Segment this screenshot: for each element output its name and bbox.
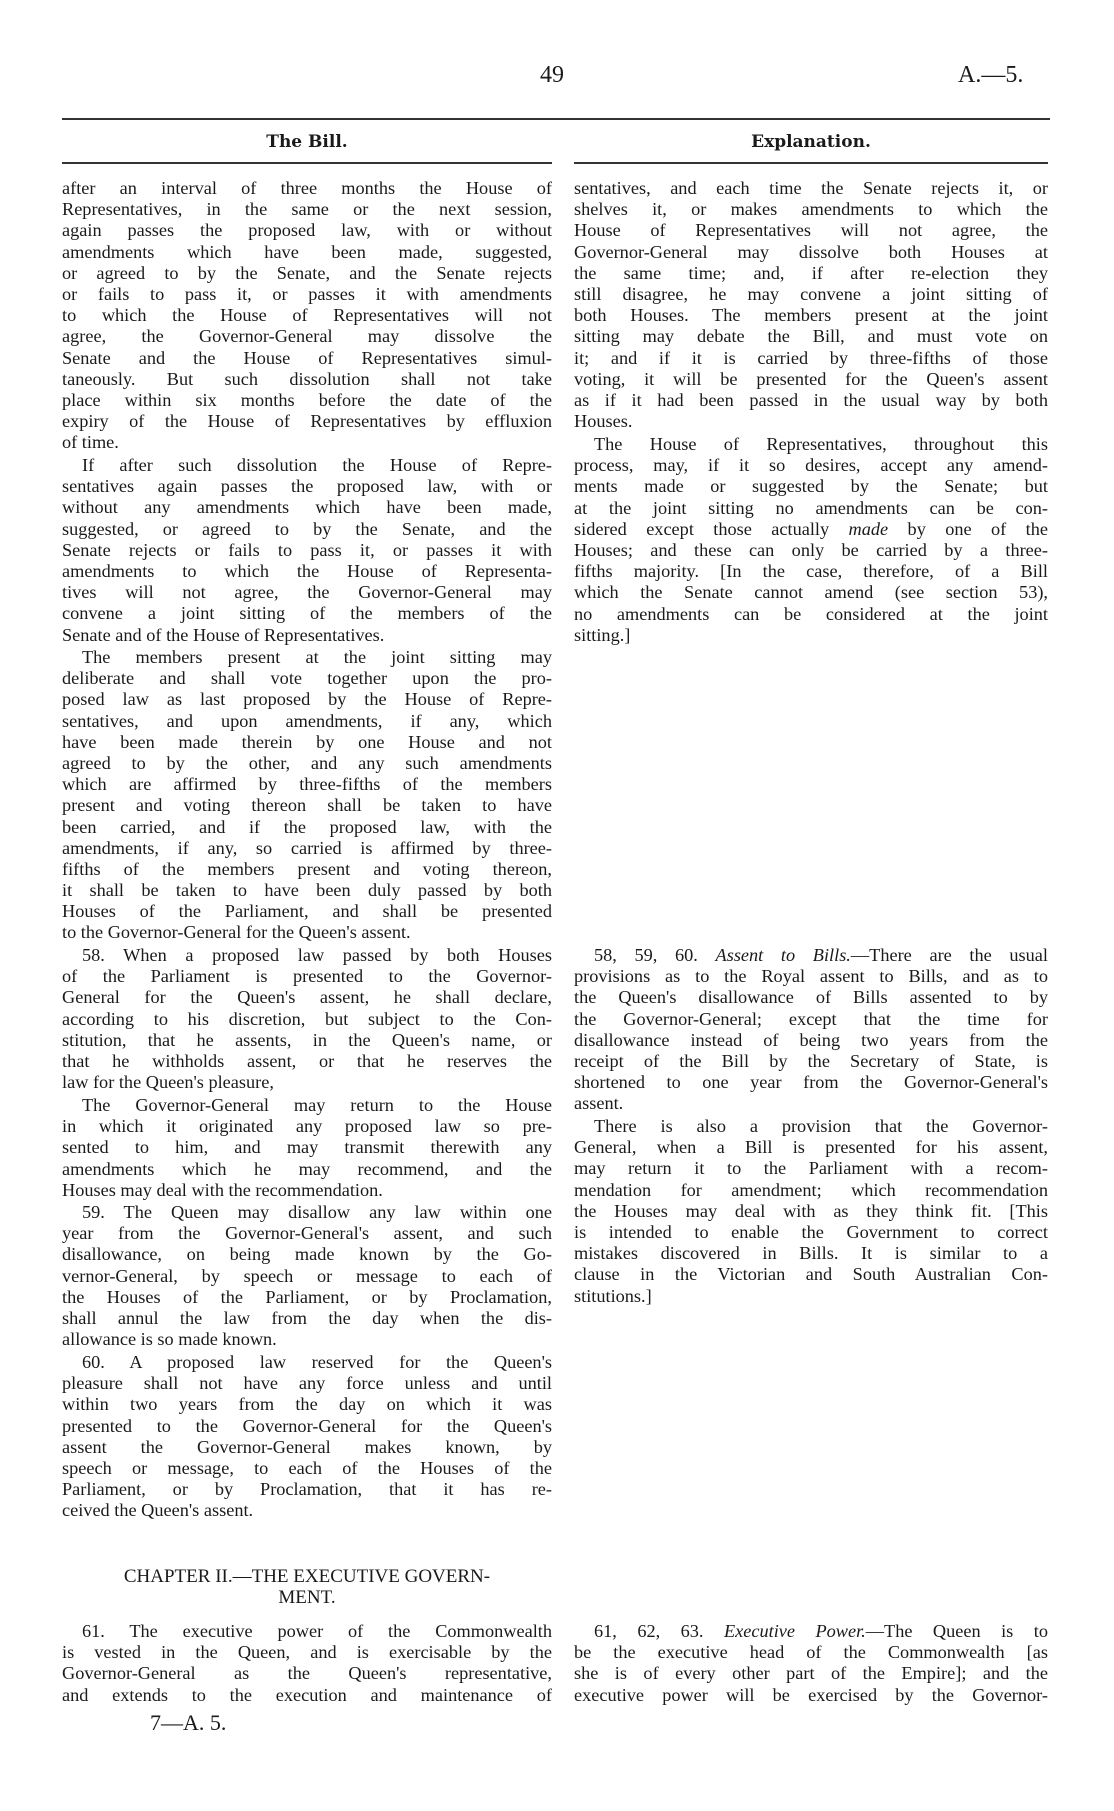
text-segment: —The Queen is to (865, 1621, 1048, 1641)
paragraph (574, 945, 1048, 1115)
text-line: amendments which have been made, suggested, (62, 241, 552, 262)
text-line: which the Senate cannot amend (see section 53), (574, 582, 1048, 603)
right-column-title: Explanation. (751, 132, 871, 152)
text-line: is intended to enable the Government to correct (574, 1221, 1048, 1242)
text-line: sitting.] (574, 624, 631, 645)
text-line: If after such dissolution the House of Repre- (82, 455, 552, 475)
text-line: The House of Representatives, throughout this (594, 434, 1048, 454)
text-line: 58. When a proposed law passed by both Houses (82, 945, 552, 965)
text-line: stitution, that he assents, in the Queen's name, or (62, 1029, 552, 1050)
text-line: sentatives again passes the proposed law, with or (62, 476, 552, 497)
text-line: she is of every other part of the Empire]; and the (574, 1663, 1048, 1684)
text-line: again passes the proposed law, with or without (62, 220, 552, 241)
page-number: 49 (540, 62, 564, 88)
text-line: expiry of the House of Representatives by effluxion (62, 411, 552, 432)
text-line: after an interval of three months the House of (62, 178, 552, 198)
text-line: amendments to which the House of Representa- (62, 560, 552, 581)
text-line: law for the Queen's pleasure, (62, 1072, 274, 1093)
text-line: and extends to the execution and maintenance of (62, 1684, 552, 1705)
paragraph (62, 1621, 552, 1706)
text-line: mistakes discovered in Bills. It is similar to a (574, 1243, 1048, 1264)
text-line: both Houses. The members present at the joint (574, 305, 1048, 326)
text-line: taneously. But such dissolution shall not take (62, 368, 552, 389)
chapter-heading-line-1: CHAPTER II.—THE EXECUTIVE GOVERN- (123, 1566, 491, 1587)
text-line: ceived the Queen's assent. (62, 1500, 254, 1521)
text-line: Senate and of the House of Representatives. (62, 624, 385, 645)
paragraph (574, 178, 1048, 432)
text-line: in which it originated any proposed law so pre- (62, 1116, 552, 1137)
paragraph (574, 1116, 1048, 1307)
text-line: Senate rejects or fails to pass it, or passes it with (62, 539, 552, 560)
text-segment: 61, 62, 63. (594, 1621, 724, 1641)
paragraph (574, 434, 1048, 646)
right-column-rule (574, 162, 1048, 164)
text-line: fifths majority. [In the case, therefore, of a Bill (574, 561, 1048, 582)
text-line: presented to the Governor-General for the Queen's (62, 1415, 552, 1436)
text-line: within two years from the day on which it was (62, 1394, 552, 1415)
text-line: or agreed to by the Senate, and the Senate rejects (62, 262, 552, 283)
text-line: place within six months before the date of the (62, 389, 552, 410)
text-line: amendments, if any, so carried is affirmed by three- (62, 837, 552, 858)
text-line (574, 945, 1048, 966)
left-column-rule (62, 162, 552, 164)
text-line: Governor-General may dissolve both Houses at (574, 241, 1048, 262)
text-line: Parliament, or by Proclamation, that it has re- (62, 1479, 552, 1500)
text-line: sented to him, and may transmit therewith any (62, 1137, 552, 1158)
text-line: ments made or suggested by the Senate; but (574, 476, 1048, 497)
italic-heading: made (848, 518, 889, 539)
paragraph (62, 455, 552, 646)
text-segment: sidered except those actually (574, 518, 849, 539)
text-line: 60. A proposed law reserved for the Queen's (82, 1352, 552, 1372)
text-line: year from the Governor-General's assent, and such (62, 1223, 552, 1244)
text-line: Houses may deal with the recommendation. (62, 1179, 383, 1200)
text-line: it shall be taken to have been duly passed by both (62, 880, 552, 901)
text-line: still disagree, he may convene a joint sitting of (574, 283, 1048, 304)
text-line: allowance is so made known. (62, 1329, 277, 1350)
text-line: amendments which he may recommend, and the (62, 1158, 552, 1179)
text-line: 61. The executive power of the Commonwealth (82, 1621, 552, 1641)
text-line: the Governor-General; except that the time for (574, 1008, 1048, 1029)
text-line: the Houses may deal with as they think fit. [This (574, 1200, 1048, 1221)
text-line: There is also a provision that the Governor- (594, 1116, 1048, 1136)
text-line: General, when a Bill is presented for his assent, (574, 1137, 1048, 1158)
paragraph (574, 1621, 1048, 1706)
text-line: clause in the Victorian and South Australian Con- (574, 1264, 1048, 1285)
text-line: is vested in the Queen, and is exercisable by the (62, 1642, 552, 1663)
text-line: speech or message, to each of the Houses of the (62, 1457, 552, 1478)
text-line (574, 519, 1048, 540)
text-line: mendation for amendment; which recommendation (574, 1179, 1048, 1200)
text-line: of the Parliament is presented to the Governor- (62, 966, 552, 987)
text-line: convene a joint sitting of the members of the (62, 603, 552, 624)
text-line: disallowance, on being made known by the Go- (62, 1244, 552, 1265)
italic-heading: Assent to Bills. (715, 945, 851, 965)
text-line: shortened to one year from the Governor-General's (574, 1072, 1048, 1093)
text-line: Houses of the Parliament, and shall be presented (62, 901, 552, 922)
paragraph (62, 178, 552, 453)
text-line: Senate and the House of Representatives simul- (62, 347, 552, 368)
text-line: according to his discretion, but subject to the Con- (62, 1008, 552, 1029)
left-column-title: The Bill. (266, 132, 348, 152)
text-line: that he withholds assent, or that he reserves the (62, 1050, 552, 1071)
text-segment: 58, 59, 60. (594, 945, 716, 965)
text-line: sitting may debate the Bill, and must vote on (574, 326, 1048, 347)
document-reference: A.—5. (958, 62, 1024, 88)
text-line: as if it had been passed in the usual way by both (574, 389, 1048, 410)
text-line: Houses. (574, 411, 633, 432)
text-line: to which the House of Representatives will not (62, 305, 552, 326)
text-line: assent. (574, 1093, 624, 1114)
text-line: which are affirmed by three-fifths of the members (62, 774, 552, 795)
chapter-heading (62, 1566, 552, 1608)
text-line: sentatives, and each time the Senate rejects it, or (574, 178, 1048, 198)
text-line: Governor-General as the Queen's representative, (62, 1663, 552, 1684)
text-line: no amendments can be considered at the joint (574, 603, 1048, 624)
text-line: process, may, if it so desires, accept any amend- (574, 455, 1048, 476)
text-line: at the joint sitting no amendments can be con- (574, 497, 1048, 518)
text-line: disallowance instead of being two years from the (574, 1029, 1048, 1050)
text-line: shall annul the law from the day when the dis- (62, 1307, 552, 1328)
text-line: 59. The Queen may disallow any law within one (82, 1202, 552, 1222)
text-line: voting, it will be presented for the Queen's assent (574, 368, 1048, 389)
text-segment: by one of the (888, 518, 1048, 539)
text-line: of time. (62, 432, 119, 453)
text-line: shelves it, or makes amendments to which the (574, 199, 1048, 220)
text-line: been carried, and if the proposed law, with the (62, 816, 552, 837)
text-line: agree, the Governor-General may dissolve the (62, 326, 552, 347)
text-line: House of Representatives will not agree, the (574, 220, 1048, 241)
paragraph (62, 945, 552, 1093)
text-line: sentatives, and upon amendments, if any, which (62, 710, 552, 731)
text-line: stitutions.] (574, 1285, 652, 1306)
text-line: the Houses of the Parliament, or by Proclamation, (62, 1286, 552, 1307)
text-line: deliberate and shall vote together upon the pro- (62, 668, 552, 689)
text-line: General for the Queen's assent, he shall declare, (62, 987, 552, 1008)
text-line: it; and if it is carried by three-fifths of those (574, 347, 1048, 368)
top-rule (62, 118, 1050, 120)
text-line: Representatives, in the same or the next session, (62, 199, 552, 220)
text-line: to the Governor-General for the Queen's assent. (62, 922, 411, 943)
text-line: fifths of the members present and voting thereon, (62, 858, 552, 879)
text-line: have been made therein by one House and not (62, 731, 552, 752)
paragraph (62, 1202, 552, 1350)
paragraph (62, 1095, 552, 1201)
paragraph (62, 1352, 552, 1522)
text-line: present and voting thereon shall be taken to have (62, 795, 552, 816)
text-line: vernor-General, by speech or message to each of (62, 1265, 552, 1286)
text-line: The Governor-General may return to the House (82, 1095, 552, 1115)
text-line (574, 1621, 1048, 1642)
text-line: The members present at the joint sitting may (82, 647, 552, 667)
text-line: the Queen's disallowance of Bills assented to by (574, 987, 1048, 1008)
italic-heading: Executive Power. (723, 1621, 866, 1641)
text-line: be the executive head of the Commonwealth [as (574, 1642, 1048, 1663)
chapter-heading-line-2: MENT. (278, 1587, 336, 1608)
signature-mark: 7—A. 5. (150, 1710, 227, 1735)
text-line: posed law as last proposed by the House of Repre- (62, 689, 552, 710)
text-line: Houses; and these can only be carried by a three- (574, 539, 1048, 560)
text-line: may return it to the Parliament with a recom- (574, 1158, 1048, 1179)
text-line: or fails to pass it, or passes it with amendments (62, 283, 552, 304)
text-line: suggested, or agreed to by the Senate, and the (62, 518, 552, 539)
text-line: tives will not agree, the Governor-General may (62, 582, 552, 603)
text-line: executive power will be exercised by the Governor- (574, 1684, 1048, 1705)
text-line: receipt of the Bill by the Secretary of State, is (574, 1050, 1048, 1071)
text-segment: —There are the usual (850, 945, 1049, 965)
text-line: agreed to by the other, and any such amendments (62, 752, 552, 773)
text-line: provisions as to the Royal assent to Bills, and as to (574, 966, 1048, 987)
text-line: pleasure shall not have any force unless and until (62, 1373, 552, 1394)
paragraph (62, 647, 552, 944)
text-line: without any amendments which have been made, (62, 497, 552, 518)
text-line: the same time; and, if after re-election they (574, 262, 1048, 283)
text-line: assent the Governor-General makes known, by (62, 1436, 552, 1457)
